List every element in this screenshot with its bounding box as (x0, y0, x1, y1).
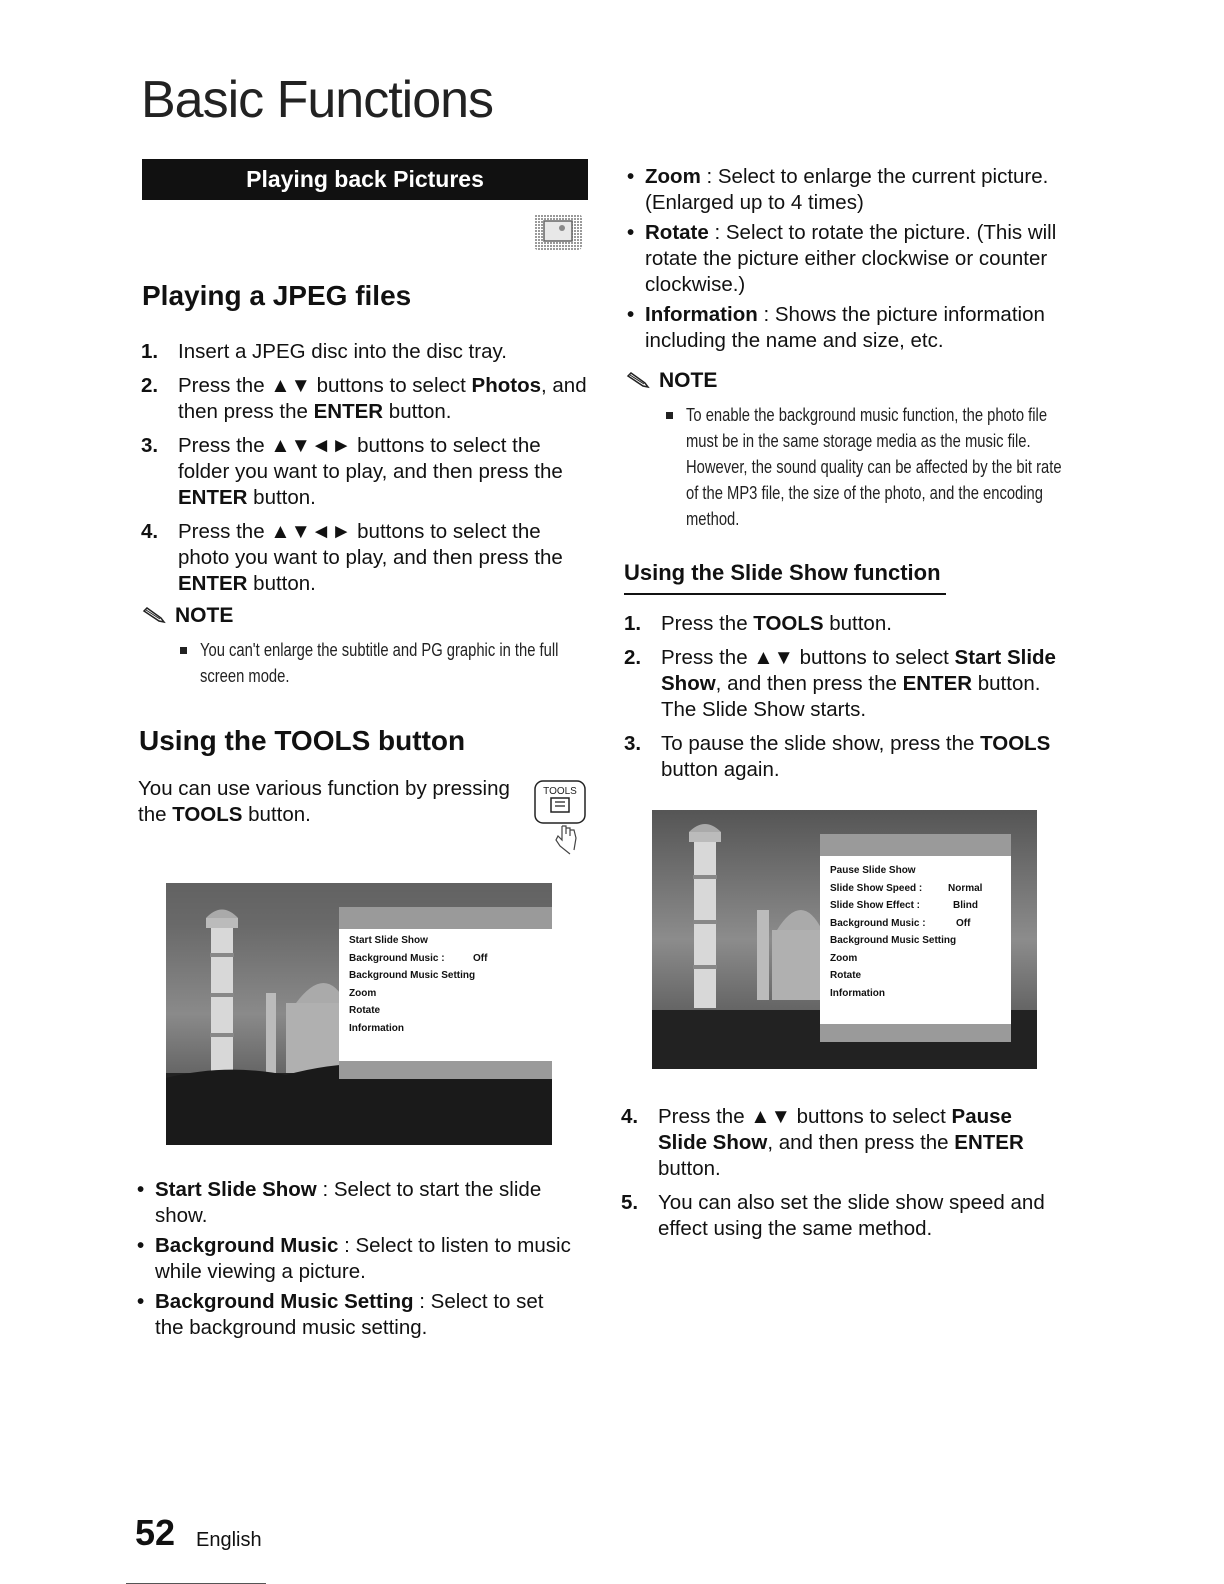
menu-item[interactable]: Background Music Setting (349, 970, 476, 981)
tools-bullets-continued (627, 164, 1057, 358)
menu-item[interactable]: Background Music : Off (349, 952, 488, 964)
pencil-icon (625, 372, 653, 390)
tools-icon-label: TOOLS (543, 786, 577, 797)
tools-heading: Using the TOOLS button (139, 725, 466, 756)
note-bullet (180, 647, 187, 654)
note-bullet (666, 412, 673, 419)
list-item: • Zoom : Select to enlarge the current picture. (Enlarged up to 4 times) (627, 164, 1057, 216)
list-item: 3. To pause the slide show, press the TOOLS button again. (624, 732, 1051, 781)
slideshow-steps-continued (621, 1104, 1066, 1250)
list-item: • Information : Shows the picture information including the name and size, etc. (627, 302, 1057, 354)
tools-intro: You can use various function by pressing the TOOLS button. (138, 777, 510, 826)
jpeg-heading: Playing a JPEG files (142, 280, 412, 311)
menu-item[interactable]: Pause Slide Show (830, 865, 916, 876)
tools-bullets (137, 1177, 577, 1345)
menu-item[interactable]: Background Music : Off (830, 917, 971, 929)
tools-remote-icon (530, 778, 590, 858)
list-item: 5. You can also set the slide show speed and effect using the same method. (621, 1191, 1045, 1240)
photo-icon (532, 212, 584, 252)
menu-item[interactable]: Information (349, 1022, 404, 1034)
menu-item[interactable]: Rotate (830, 970, 862, 981)
section-bar: Playing back Pictures (142, 159, 588, 200)
jpeg-steps (141, 339, 591, 605)
slideshow-tools-menu (820, 834, 1011, 1042)
tools-menu-screenshot (166, 883, 552, 1145)
menu-item[interactable]: Background Music Setting (830, 935, 957, 946)
menu-item[interactable]: Zoom (349, 987, 377, 999)
list-item: 2. Press the ▲▼ buttons to select Photos, and then press the ENTER button. (141, 374, 587, 423)
list-item: 4. Press the ▲▼◄► buttons to select the photo you want to play, and then press the ENTER button. (141, 520, 563, 595)
menu-footer-bar (339, 1061, 552, 1079)
note-text: You can't enlarge the subtitle and PG graphic in the full screen mode. (200, 640, 559, 686)
list-item: 2. Press the ▲▼ buttons to select Start Slide Show, and then press the ENTER button. The Slide Show starts. (624, 646, 1056, 721)
list-item: • Rotate : Select to rotate the picture. (This will rotate the picture either clockwise or counter clockwise.) (627, 220, 1057, 298)
slideshow-steps (624, 611, 1064, 791)
menu-item[interactable]: Zoom (830, 952, 858, 964)
menu-item[interactable]: Rotate (349, 1005, 381, 1016)
note-header: NOTE (141, 604, 233, 628)
menu-item[interactable]: Information (830, 987, 885, 999)
list-item: • Background Music : Select to listen to music while viewing a picture. (137, 1233, 577, 1285)
menu-item[interactable]: Slide Show Effect : Blind (830, 900, 978, 911)
menu-title-bar (820, 834, 1011, 856)
page-number: 52 (135, 1512, 176, 1553)
note-text: To enable the background music function, the photo file must be in the same storage media as the music file. However, the sound quality can be affected by the bit rate of the MP3 file, the size of the photo, and the encoding method. (686, 405, 1062, 529)
pencil-icon (141, 607, 169, 625)
tools-menu (339, 907, 552, 1079)
menu-item[interactable]: Slide Show Speed : Normal (830, 882, 983, 894)
list-item: • Start Slide Show : Select to start the slide show. (137, 1177, 577, 1229)
menu-footer-bar (820, 1024, 1011, 1042)
list-item: 1. Insert a JPEG disc into the disc tray. (141, 340, 507, 363)
slideshow-menu-screenshot (652, 810, 1037, 1069)
list-item: 1. Press the TOOLS button. (624, 612, 892, 635)
page-title: Basic Functions (141, 71, 494, 129)
list-item: 3. Press the ▲▼◄► buttons to select the folder you want to play, and then press the ENTER button. (141, 434, 563, 509)
menu-item[interactable]: Start Slide Show (349, 935, 428, 946)
slideshow-heading: Using the Slide Show function (624, 560, 946, 595)
page-language: English (196, 1529, 262, 1551)
list-item: 4. Press the ▲▼ buttons to select Pause Slide Show, and then press the ENTER button. (621, 1105, 1024, 1180)
menu-title-bar (339, 907, 552, 929)
note-header: NOTE (625, 369, 717, 393)
list-item: • Background Music Setting : Select to set the background music setting. (137, 1289, 577, 1341)
